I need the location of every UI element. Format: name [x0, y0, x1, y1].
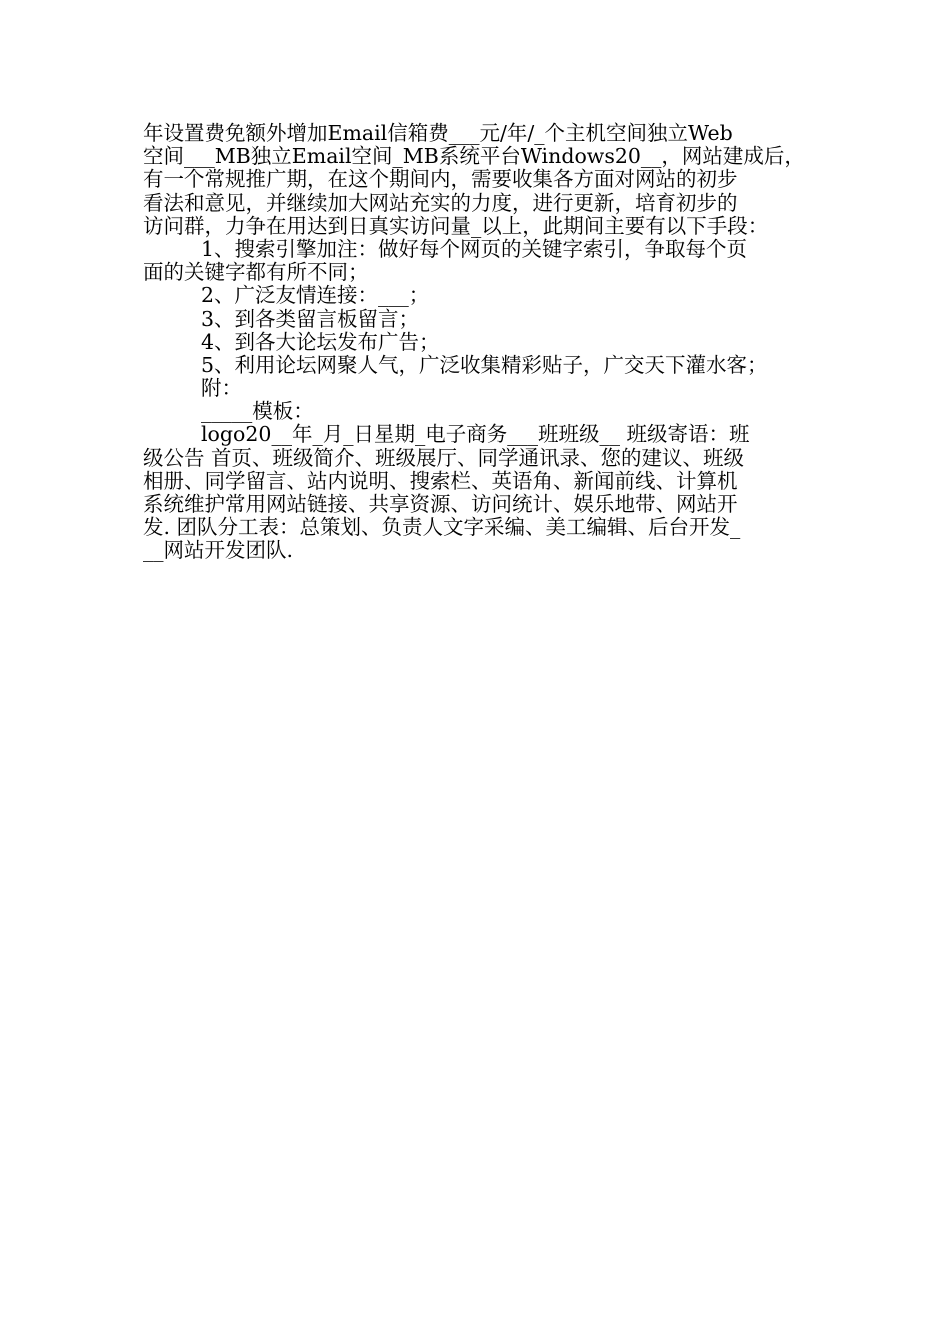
text-line: 相册、同学留言、站内说明、搜索栏、英语角、新闻前线、计算机 — [143, 468, 738, 493]
template-title — [143, 400, 813, 423]
text-line: 2、广泛友情连接：___； — [201, 283, 430, 308]
text-line: 4、到各大论坛发布广告； — [201, 329, 440, 354]
text-line: 发. 团队分工表：总策划、负责人文字采编、美工编辑、后台开发_ — [143, 515, 741, 540]
text-line: 空间___MB独立Email空间_MB系统平台Windows20__，网站建成后， — [143, 144, 805, 169]
text-line: 级公告 首页、班级简介、班级展厅、同学通讯录、您的建议、班级 — [143, 445, 745, 470]
text-line: logo20__年_月_日星期_电子商务___班班级__ 班级寄语：班 — [201, 422, 750, 447]
text-line: 3、到各类留言板留言； — [201, 306, 420, 331]
text-line: 系统维护常用网站链接、共享资源、访问统计、娱乐地带、网站开 — [143, 492, 738, 516]
template-body-paragraph — [143, 423, 813, 562]
document-body — [143, 122, 813, 563]
appendix-label — [143, 377, 813, 400]
text-line: 看法和意见，并继续加大网站充实的力度，进行更新，培育初步的 — [143, 190, 738, 215]
list-item-3 — [143, 308, 813, 331]
text-line: 有一个常规推广期，在这个期间内，需要收集各方面对网站的初步 — [143, 167, 738, 192]
intro-paragraph — [143, 122, 813, 238]
text-line: 访问群，力争在用达到日真实访问量_以上，此期间主要有以下手段： — [143, 213, 769, 238]
list-item-2 — [143, 284, 813, 307]
list-item-5 — [143, 354, 813, 377]
list-item-4 — [143, 331, 813, 354]
text-line: __网站开发团队. — [143, 538, 294, 563]
text-line: 5、利用论坛网聚人气，广泛收集精彩贴子，广交天下灌水客； — [201, 352, 768, 377]
text-line: 年设置费免额外增加Email信箱费___元/年/_个主机空间独立Web — [143, 121, 733, 145]
list-item-1 — [143, 238, 813, 284]
text-line: 附： — [201, 376, 242, 401]
text-line: 1、搜索引擎加注：做好每个网页的关键字索引，争取每个页 — [201, 236, 748, 261]
text-line: 面的关键字都有所不同； — [143, 260, 369, 285]
text-line: _____模板： — [201, 399, 314, 424]
